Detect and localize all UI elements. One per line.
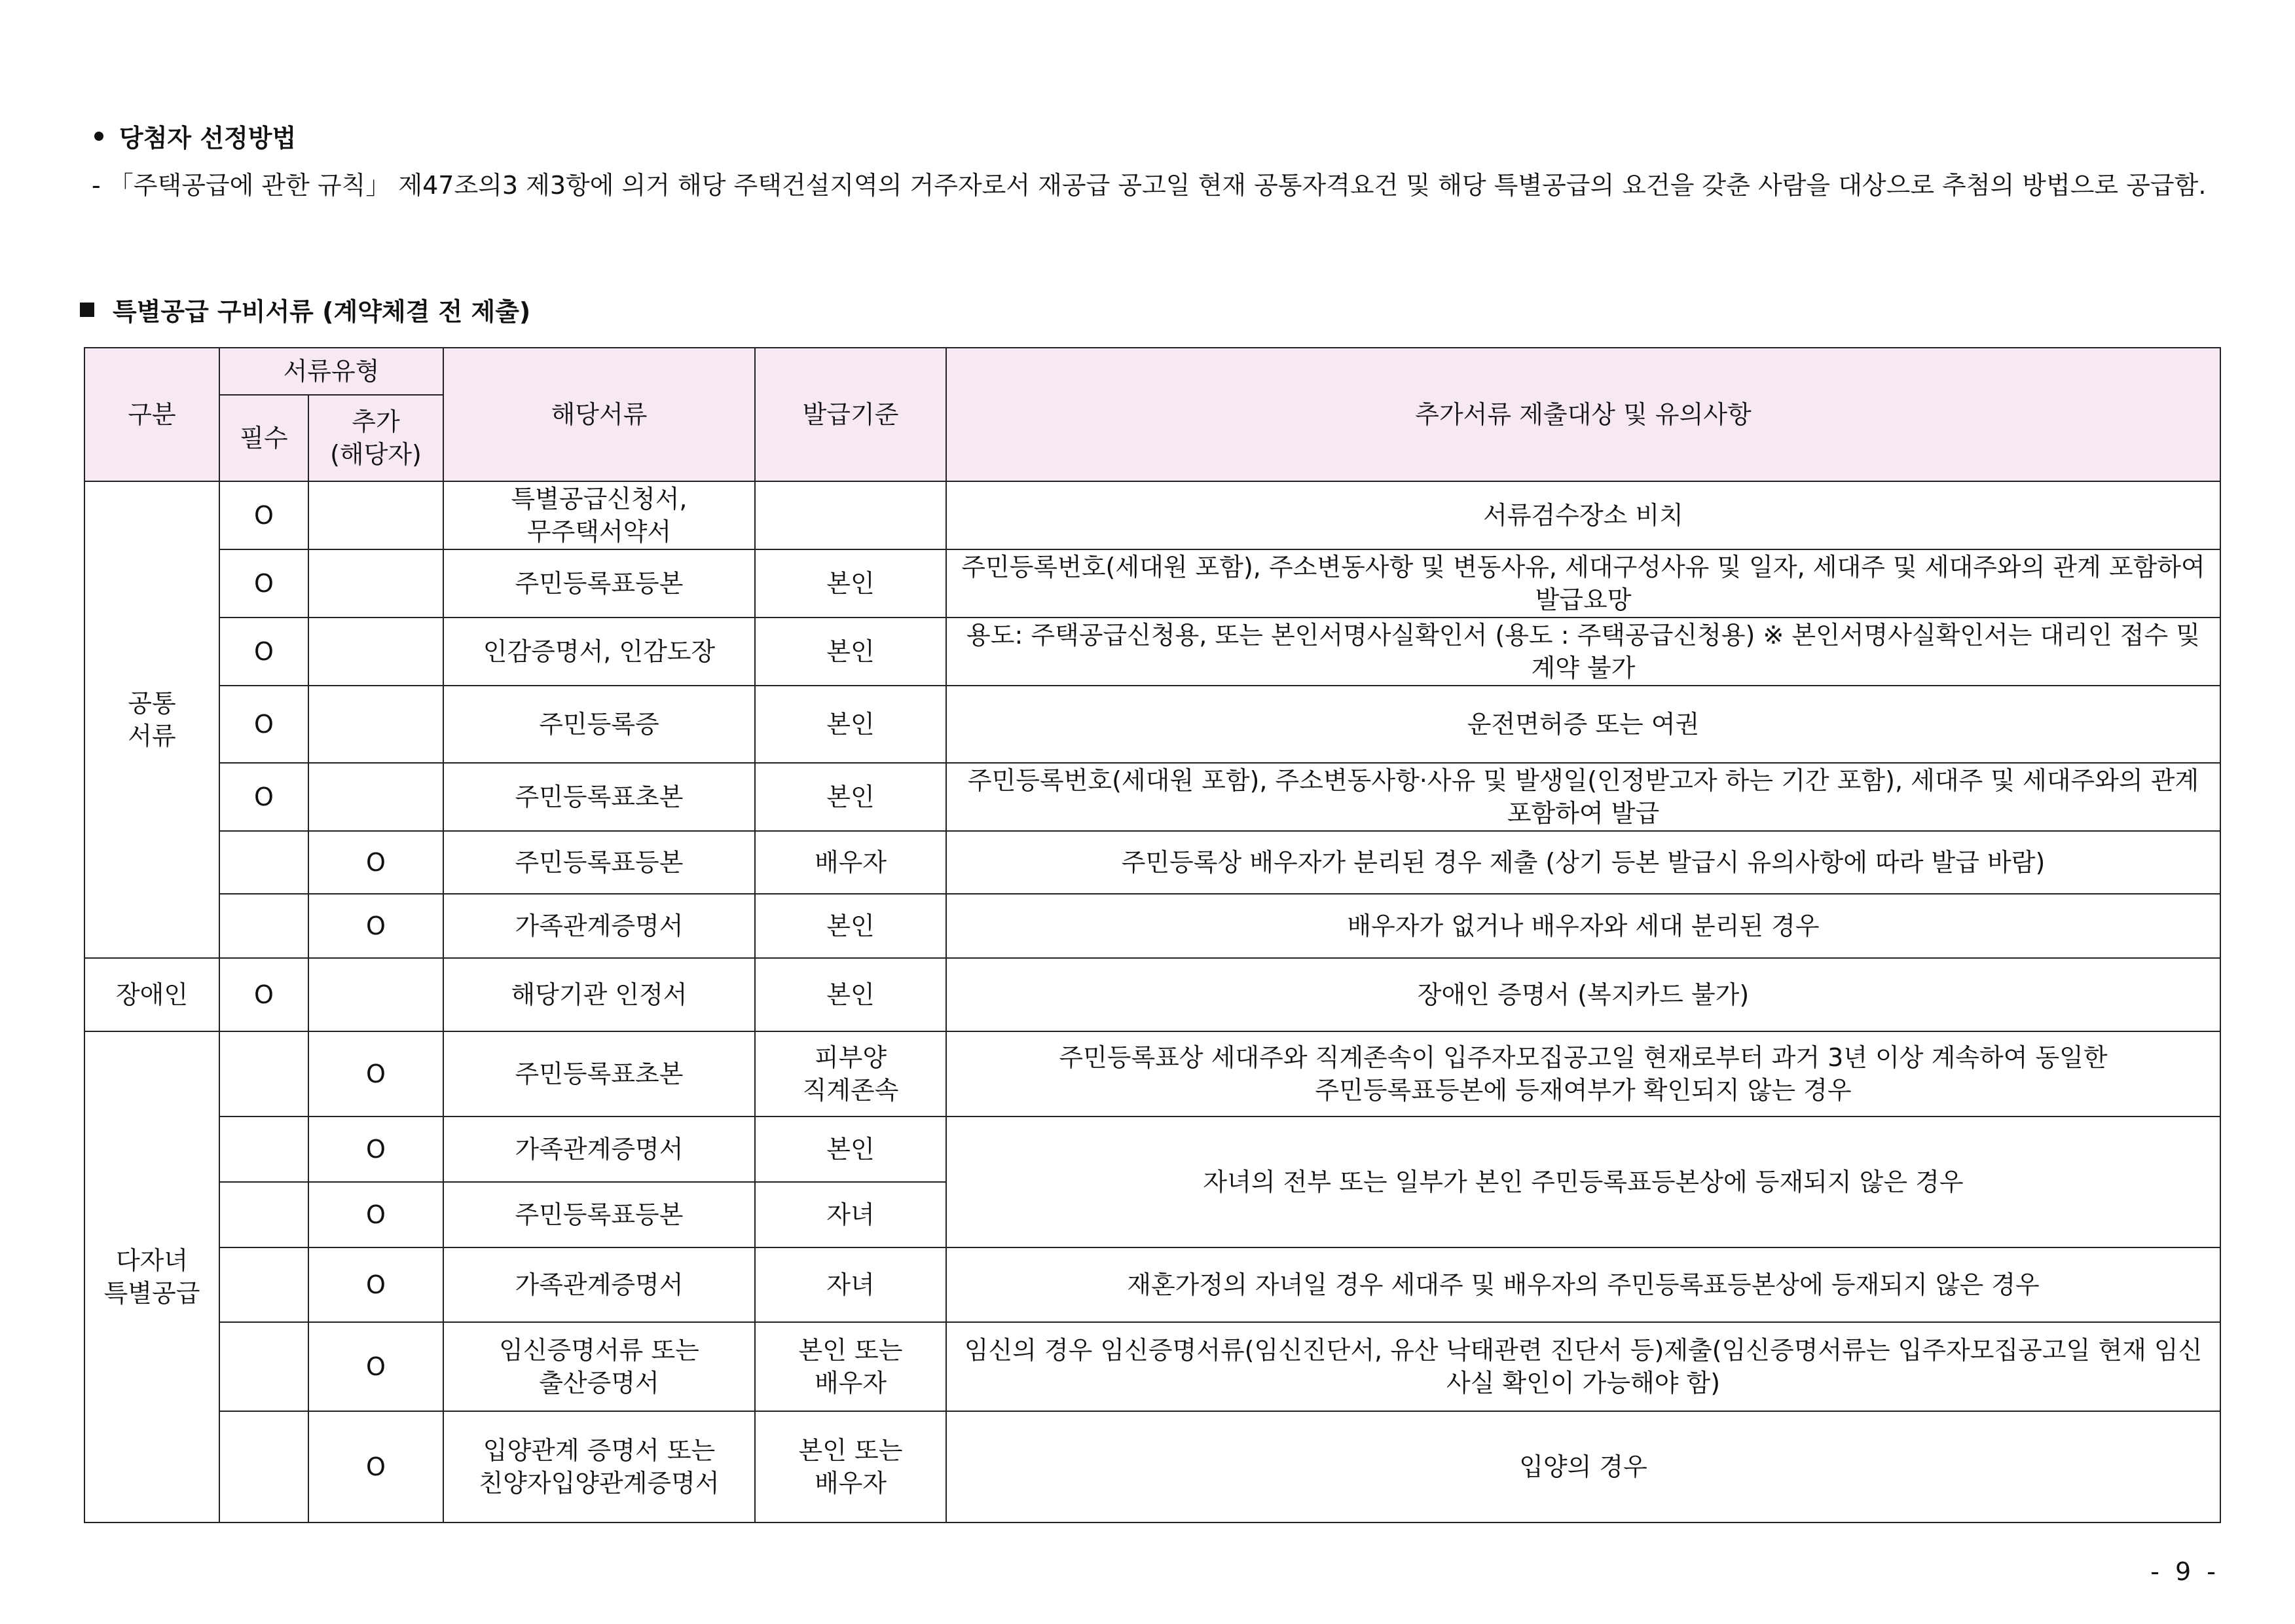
issuer-cell: 본인 <box>755 618 946 686</box>
additional-cell: O <box>308 1182 443 1247</box>
document-cell: 주민등록표초본 <box>443 763 755 831</box>
required-cell <box>219 1247 308 1322</box>
additional-cell <box>308 958 443 1031</box>
additional-cell <box>308 549 443 618</box>
required-cell: O <box>219 618 308 686</box>
document-cell: 인감증명서, 인감도장 <box>443 618 755 686</box>
selection-method-section <box>92 118 2220 208</box>
header-issuer: 발급기준 <box>755 348 946 481</box>
documents-section-header <box>80 291 530 327</box>
additional-cell: O <box>308 894 443 958</box>
required-cell: O <box>219 481 308 549</box>
issuer-cell: 자녀 <box>755 1247 946 1322</box>
group-disabled: 장애인 <box>84 958 219 1031</box>
required-cell: O <box>219 958 308 1031</box>
document-cell: 가족관계증명서 <box>443 1247 755 1322</box>
header-doc-type: 서류유형 <box>219 348 443 395</box>
document-cell: 주민등록표등본 <box>443 831 755 894</box>
issuer-cell: 배우자 <box>755 831 946 894</box>
document-cell: 주민등록표초본 <box>443 1031 755 1116</box>
required-cell: O <box>219 549 308 618</box>
group-multichild: 다자녀 특별공급 <box>84 1031 219 1522</box>
additional-cell: O <box>308 1411 443 1522</box>
issuer-cell: 본인 또는 배우자 <box>755 1322 946 1411</box>
document-cell: 주민등록표등본 <box>443 549 755 618</box>
additional-cell: O <box>308 831 443 894</box>
additional-cell <box>308 686 443 763</box>
issuer-cell: 본인 <box>755 894 946 958</box>
required-cell <box>219 1116 308 1182</box>
required-cell <box>219 1031 308 1116</box>
note-cell: 주민등록번호(세대원 포함), 주소변동사항·사유 및 발생일(인정받고자 하는 기간 포함), 세대주 및 세대주와의 관계 포함하여 발급 <box>946 763 2220 831</box>
issuer-cell: 본인 <box>755 549 946 618</box>
note-cell: 자녀의 전부 또는 일부가 본인 주민등록표등본상에 등재되지 않은 경우 <box>946 1116 2220 1247</box>
additional-cell: O <box>308 1322 443 1411</box>
note-cell: 주민등록번호(세대원 포함), 주소변동사항 및 변동사유, 세대구성사유 및 일자, 세대주 및 세대주와의 관계 포함하여 발급요망 <box>946 549 2220 618</box>
document-cell: 주민등록표등본 <box>443 1182 755 1247</box>
header-document: 해당서류 <box>443 348 755 481</box>
document-cell: 특별공급신청서, 무주택서약서 <box>443 481 755 549</box>
required-cell: O <box>219 763 308 831</box>
document-cell: 가족관계증명서 <box>443 1116 755 1182</box>
document-cell: 입양관계 증명서 또는 친양자입양관계증명서 <box>443 1411 755 1522</box>
note-cell: 입양의 경우 <box>946 1411 2220 1522</box>
required-cell: O <box>219 686 308 763</box>
additional-cell <box>308 618 443 686</box>
required-cell <box>219 1411 308 1522</box>
note-cell: 임신의 경우 임신증명서류(임신진단서, 유산 낙태관련 진단서 등)제출(임신증명서류는 입주자모집공고일 현재 임신사실 확인이 가능해야 함) <box>946 1322 2220 1411</box>
document-cell: 가족관계증명서 <box>443 894 755 958</box>
additional-cell <box>308 481 443 549</box>
document-cell: 임신증명서류 또는 출산증명서 <box>443 1322 755 1411</box>
required-cell <box>219 894 308 958</box>
section-title: 특별공급 구비서류 (계약체결 전 제출) <box>113 297 531 326</box>
note-cell: 서류검수장소 비치 <box>946 481 2220 549</box>
issuer-cell: 본인 또는 배우자 <box>755 1411 946 1522</box>
note-cell: 주민등록표상 세대주와 직계존속이 입주자모집공고일 현재로부터 과거 3년 이상 계속하여 동일한 주민등록표등본에 등재여부가 확인되지 않는 경우 <box>946 1031 2220 1116</box>
additional-cell: O <box>308 1031 443 1116</box>
documents-table <box>84 347 2221 1523</box>
section-title: 당첨자 선정방법 <box>119 124 297 153</box>
required-cell <box>219 1322 308 1411</box>
note-cell: 장애인 증명서 (복지카드 불가) <box>946 958 2220 1031</box>
header-additional: 추가 (해당자) <box>308 395 443 481</box>
note-cell: 재혼가정의 자녀일 경우 세대주 및 배우자의 주민등록표등본상에 등재되지 않은 경우 <box>946 1247 2220 1322</box>
issuer-cell: 본인 <box>755 686 946 763</box>
issuer-cell <box>755 481 946 549</box>
issuer-cell: 자녀 <box>755 1182 946 1247</box>
document-cell: 주민등록증 <box>443 686 755 763</box>
additional-cell: O <box>308 1247 443 1322</box>
selection-method-text: - 「주택공급에 관한 규칙」 제47조의3 제3항에 의거 해당 주택건설지역의 거주자로서 재공급 공고일 현재 공통자격요건 및 해당 특별공급의 요건을 갖춘 사람을 대상으로 추첨의 방법으로 공급함. <box>92 171 2207 200</box>
required-cell <box>219 1182 308 1247</box>
issuer-cell: 본인 <box>755 958 946 1031</box>
note-cell: 운전면허증 또는 여권 <box>946 686 2220 763</box>
additional-cell: O <box>308 1116 443 1182</box>
note-cell: 용도: 주택공급신청용, 또는 본인서명사실확인서 (용도 : 주택공급신청용) ※ 본인서명사실확인서는 대리인 접수 및 계약 불가 <box>946 618 2220 686</box>
square-bullet-icon <box>80 303 94 317</box>
document-cell: 해당기관 인정서 <box>443 958 755 1031</box>
note-cell: 배우자가 없거나 배우자와 세대 분리된 경우 <box>946 894 2220 958</box>
header-required: 필수 <box>219 395 308 481</box>
issuer-cell: 본인 <box>755 763 946 831</box>
page-number: - 9 - <box>2150 1557 2220 1586</box>
header-notes: 추가서류 제출대상 및 유의사항 <box>946 348 2220 481</box>
issuer-cell: 피부양 직계존속 <box>755 1031 946 1116</box>
required-cell <box>219 831 308 894</box>
group-common: 공통 서류 <box>84 481 219 958</box>
additional-cell <box>308 763 443 831</box>
header-category: 구분 <box>84 348 219 481</box>
bullet-icon <box>94 132 103 141</box>
note-cell: 주민등록상 배우자가 분리된 경우 제출 (상기 등본 발급시 유의사항에 따라 발급 바람) <box>946 831 2220 894</box>
issuer-cell: 본인 <box>755 1116 946 1182</box>
